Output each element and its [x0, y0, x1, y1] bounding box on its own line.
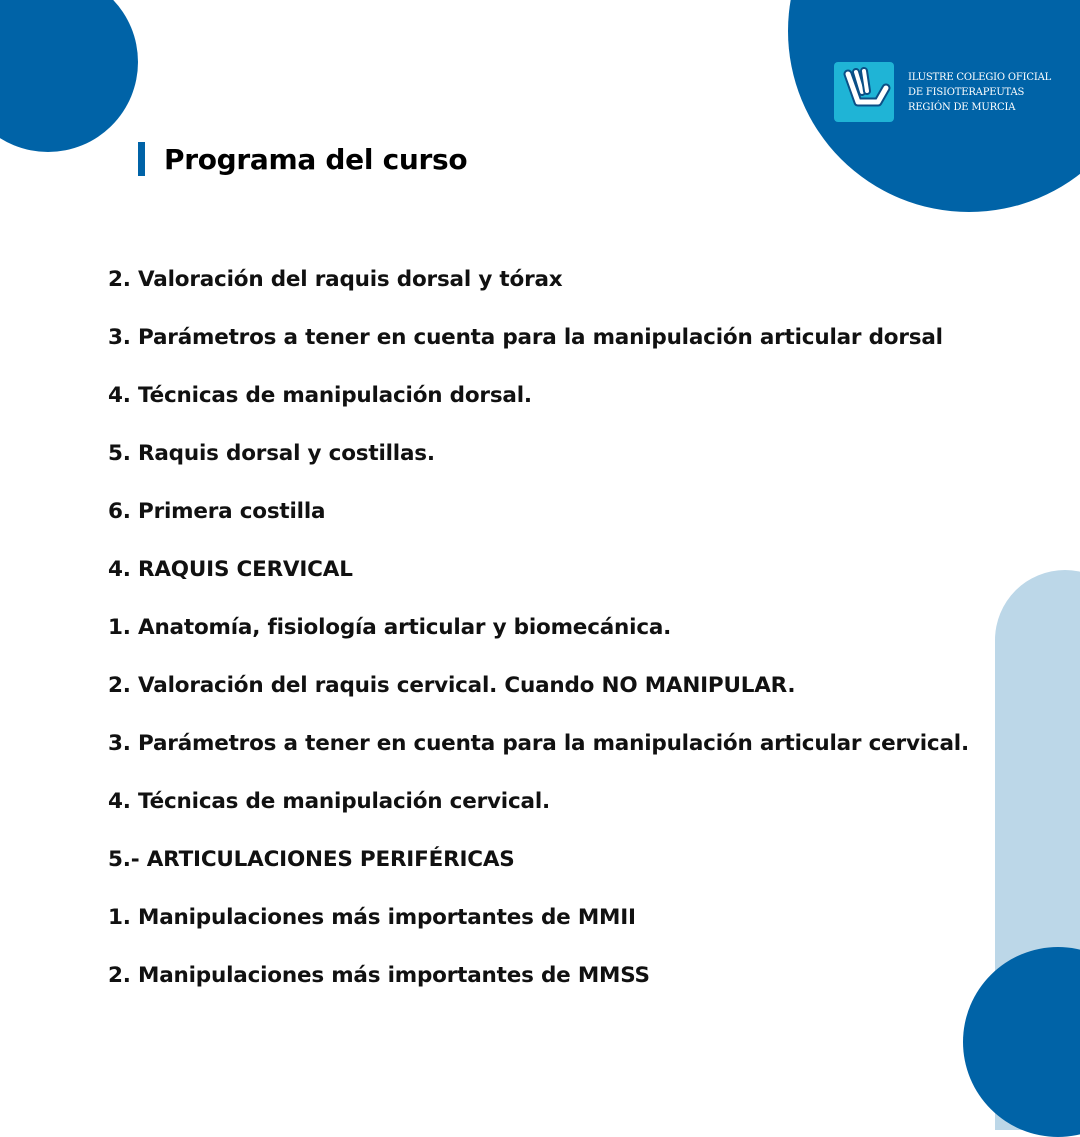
list-item: 4. Técnicas de manipulación cervical.	[108, 789, 550, 814]
list-item: 4. Técnicas de manipulación dorsal.	[108, 383, 532, 408]
list-item: 3. Parámetros a tener en cuenta para la manipulación articular dorsal	[108, 325, 943, 350]
list-item: 6. Primera costilla	[108, 499, 326, 524]
hand-icon	[834, 62, 894, 122]
logo-line: REGIÓN DE MURCIA	[908, 101, 1016, 113]
list-item: 2. Valoración del raquis cervical. Cuando NO MANIPULAR.	[108, 673, 796, 698]
college-logo	[834, 62, 1051, 122]
list-item: 4. RAQUIS CERVICAL	[108, 557, 353, 582]
title-block	[138, 142, 467, 176]
list-item: 2. Valoración del raquis dorsal y tórax	[108, 267, 563, 292]
list-item: 2. Manipulaciones más importantes de MMSS	[108, 963, 650, 988]
decorative-circle-bottom-right	[963, 947, 1080, 1137]
title-accent-bar	[138, 142, 145, 176]
list-item: 3. Parámetros a tener en cuenta para la manipulación articular cervical.	[108, 731, 969, 756]
logo-line: DE FISIOTERAPEUTAS	[908, 86, 1025, 98]
logo-text	[908, 70, 1051, 115]
list-item: 5.- ARTICULACIONES PERIFÉRICAS	[108, 847, 515, 872]
list-item: 5. Raquis dorsal y costillas.	[108, 441, 435, 466]
list-item: 1. Manipulaciones más importantes de MMII	[108, 905, 636, 930]
decorative-circle-top-left	[0, 0, 138, 152]
program-list	[108, 265, 969, 1019]
logo-line: ILUSTRE COLEGIO OFICIAL	[908, 71, 1052, 83]
list-item: 1. Anatomía, fisiología articular y biomecánica.	[108, 615, 672, 640]
page-title: Programa del curso	[164, 142, 468, 176]
